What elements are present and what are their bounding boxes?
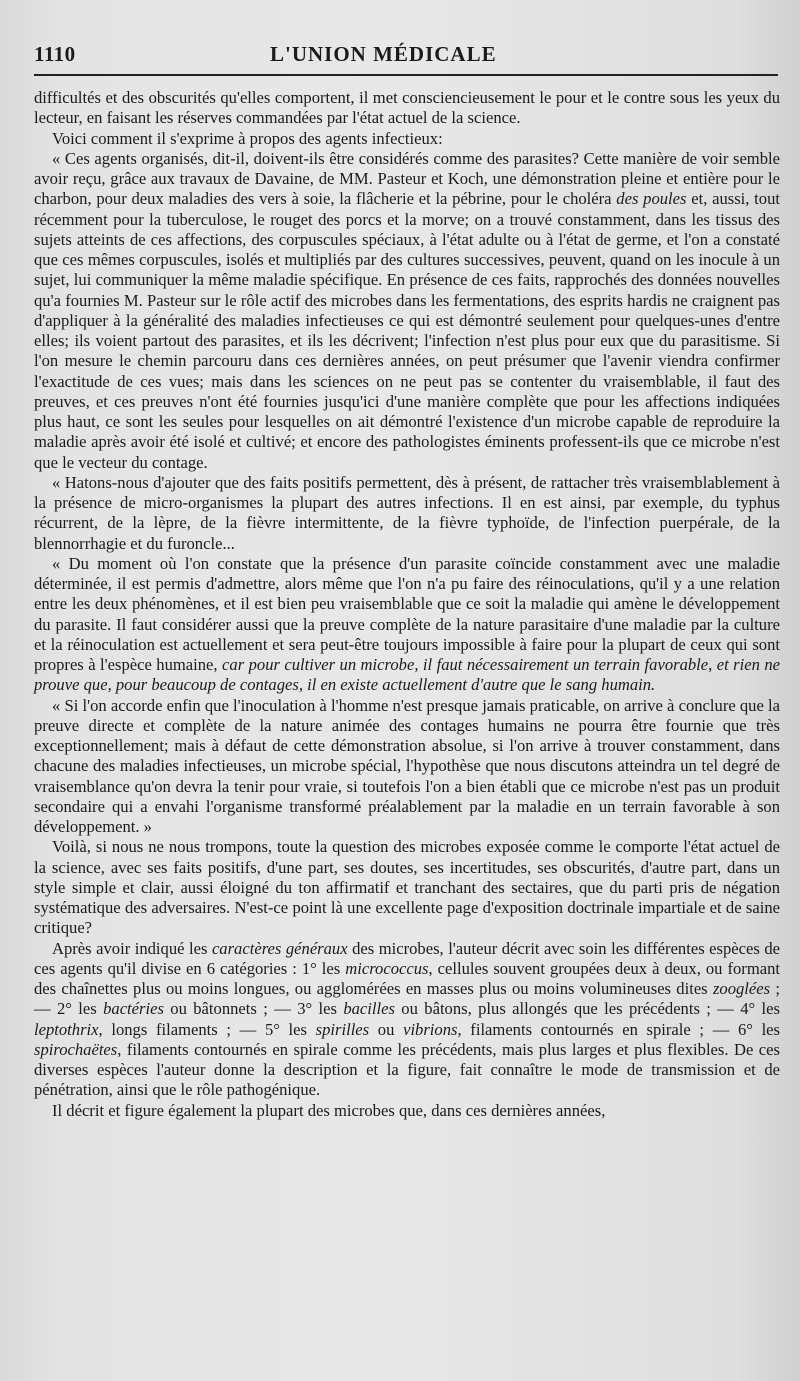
text-run: Voilà, si nous ne nous trompons, toute la question des microbes exposée comme le comporte l'état actuel de la science, avec ses faits positifs, d'une part, ses doutes, ses incertitudes, ses obscurités, d'autre part, dans un style simple et clair, aussi éloigné du ton affirmatif et tranchant des sectaires, que du parti pris de négation systématique des adversaires. N'est-ce point là une excellente page d'exposition doctrinale impartiale et de saine critique? [34,837,780,938]
italic-text: spirochaëtes [34,1039,118,1059]
text-run: « Ces agents organisés, dit-il, doivent-ils être considérés comme des parasites? Cette manière de voir semble avoir reçu, grâce aux travaux de Davaine, de MM. Pasteur et Koch, une démonstration pleine et entière pour le charbon, pour deux maladies des vers à soie, la flâcherie et la pébrine, pour le choléra [34,148,780,209]
running-title: L'UNION MÉDICALE [270,42,497,66]
text-run: , longs filaments ; — 5° les [98,1019,316,1039]
page-number: 1110 [34,42,76,66]
italic-text: bacilles [343,999,395,1019]
text-run: , filaments contournés en spirale comme les précédents, mais plus larges et plus flexibles. De ces diverses espèces l'auteur donne la description et la figure, fait connaître le mode de transmission et de pénétration, ainsi que le rôle pathogénique. [34,1039,780,1100]
paragraph [34,473,780,554]
text-run: « Hatons-nous d'ajouter que des faits positifs permettent, dès à présent, de rattacher très vraisemblablement à la présence de micro-organismes la plupart des autres infections. Il en est ainsi, par exemple, du typhus récurrent, de la lèpre, de la fièvre intermittente, de la fièvre typhoïde, de l'infection puerpérale, de la blennorrhagie et du furoncle... [34,472,780,553]
text-run: ; — 2° les [34,979,780,1019]
italic-text: des poules [616,189,687,209]
page-header [34,40,788,74]
italic-text: micrococcus [345,958,429,978]
italic-text: zooglées [712,979,771,998]
paragraph [34,837,780,938]
paragraph [34,129,780,149]
text-run: ou bâtons, plus allongés que les précédents ; — 4° les [394,999,780,1019]
text-run: des microbes, l'auteur décrit avec soin les différentes espèces de ces agents qu'il divise en 6 catégories : 1° les [34,938,780,978]
paragraph [34,88,780,129]
text-run: « Du moment où l'on constate que la présence d'un parasite coïncide constamment avec une maladie déterminée, il est permis d'admettre, alors même que l'on n'a pu faire des réinoculations, qu'il y a une relation entre les deux phénomènes, et il est bien peu vraisemblable que ce soit la maladie qui amène le développement du parasite. Il faut considérer aussi que la preuve complète de la nature parasitaire d'une maladie par la culture et la réinoculation est actuellement et sera peut-être toujours impossible à faire pour la plupart de ceux qui sont propres à l'espèce humaine, [34,553,780,674]
italic-text: bactéries [103,999,164,1019]
italic-text: leptothrix [34,1019,99,1039]
paragraph [34,554,780,696]
text-run: et, aussi, tout récemment pour la tuberculose, le rouget des porcs et la morve; on a trouvé constamment, dans les tissus des sujets atteints de ces affections, des corpuscules spéciaux, à l'état adulte ou à l'état de germe, et l'on a constaté que ces mêmes corpuscules, isolés et multipliés par des cultures successives, peuvent, quand on les inocule à un sujet, lui communiquer la même maladie spécifique. En présence de ces faits, rapprochés des données nouvelles qu'a fournies M. Pasteur sur le rôle actif des microbes dans les fermentations, des esprits hardis ne craignent pas d'appliquer à la généralité des maladies infectieuses ce qui est démontré seulement pour quelques-unes d'entre elles; ils voient partout des parasites, et ils les décrivent; l'infection n'est plus pour eux que du parasitisme. Si l'on mesure le chemin parcouru dans ces dernières années, on peut présumer que l'avenir viendra confirmer l'exactitude de ces vues; mais dans les sciences on ne peut pas se contenter du vraisemblable, il faut des preuves, et ces preuves n'ont été fournies jusqu'ici d'une manière complète que pour les affections indiquées plus haut, ce sont les seules pour lesquelles on ait démontré l'existence d'un microbe capable de reproduire la maladie après avoir été isolé et cultivé; et encore des pathologistes éminents professent-ils que ce microbe n'est que le vecteur du contage. [34,189,780,472]
paragraph [34,696,780,838]
text-run: ou bâtonnets ; — 3° les [163,999,344,1019]
paragraph [34,1101,780,1121]
header-rule [34,74,778,76]
text-run: « Si l'on accorde enfin que l'inoculation à l'homme n'est presque jamais praticable, on arrive à conclure que la preuve directe et complète de la nature animée des contages humains ne pourra être fournie que très exceptionnellement; mais à défaut de cette démonstration absolue, si l'on arrive à trouver constamment, dans chacune des maladies infectieuses, un microbe spécial, l'hypothèse que nous discutons atteindra un tel degré de vraisemblance qu'on devra la tenir pour vraie, si toutefois l'on a bien établi que ce microbe n'est pas un produit secondaire qui a envahi l'organisme transformé préalablement par la maladie en un terrain favorable à son développement. » [34,695,780,836]
text-run: , filaments contournés en spirale ; — 6° les [457,1019,781,1039]
paragraph [34,939,780,1101]
italic-text: caractères généraux [211,938,348,958]
italic-text: car pour cultiver un microbe, il faut nécessairement un terrain favorable, et rien ne prouve que, pour beaucoup de contages, il en existe actuellement d'autre que le sang humain. [34,655,781,695]
paragraph [34,149,780,473]
text-run: Après avoir indiqué les [52,938,212,958]
text-run: , cellules souvent groupées deux à deux, ou formant des chaînettes plus ou moins longues, ou agglomérées en masses plus ou moins volumineuses dites [34,958,780,998]
italic-text: vibrions [403,1019,458,1039]
text-run: ou [369,1019,404,1039]
text-run: Il décrit et figure également la plupart des microbes que, dans ces dernières années, [52,1100,606,1120]
text-run: difficultés et des obscurités qu'elles comportent, il met consciencieusement le pour et le contre sous les yeux du lecteur, en faisant les réserves commandées par l'état actuel de la science. [34,88,780,128]
italic-text: spirilles [315,1019,370,1039]
body-text [34,88,788,1121]
text-run: Voici comment il s'exprime à propos des agents infectieux: [52,128,443,148]
